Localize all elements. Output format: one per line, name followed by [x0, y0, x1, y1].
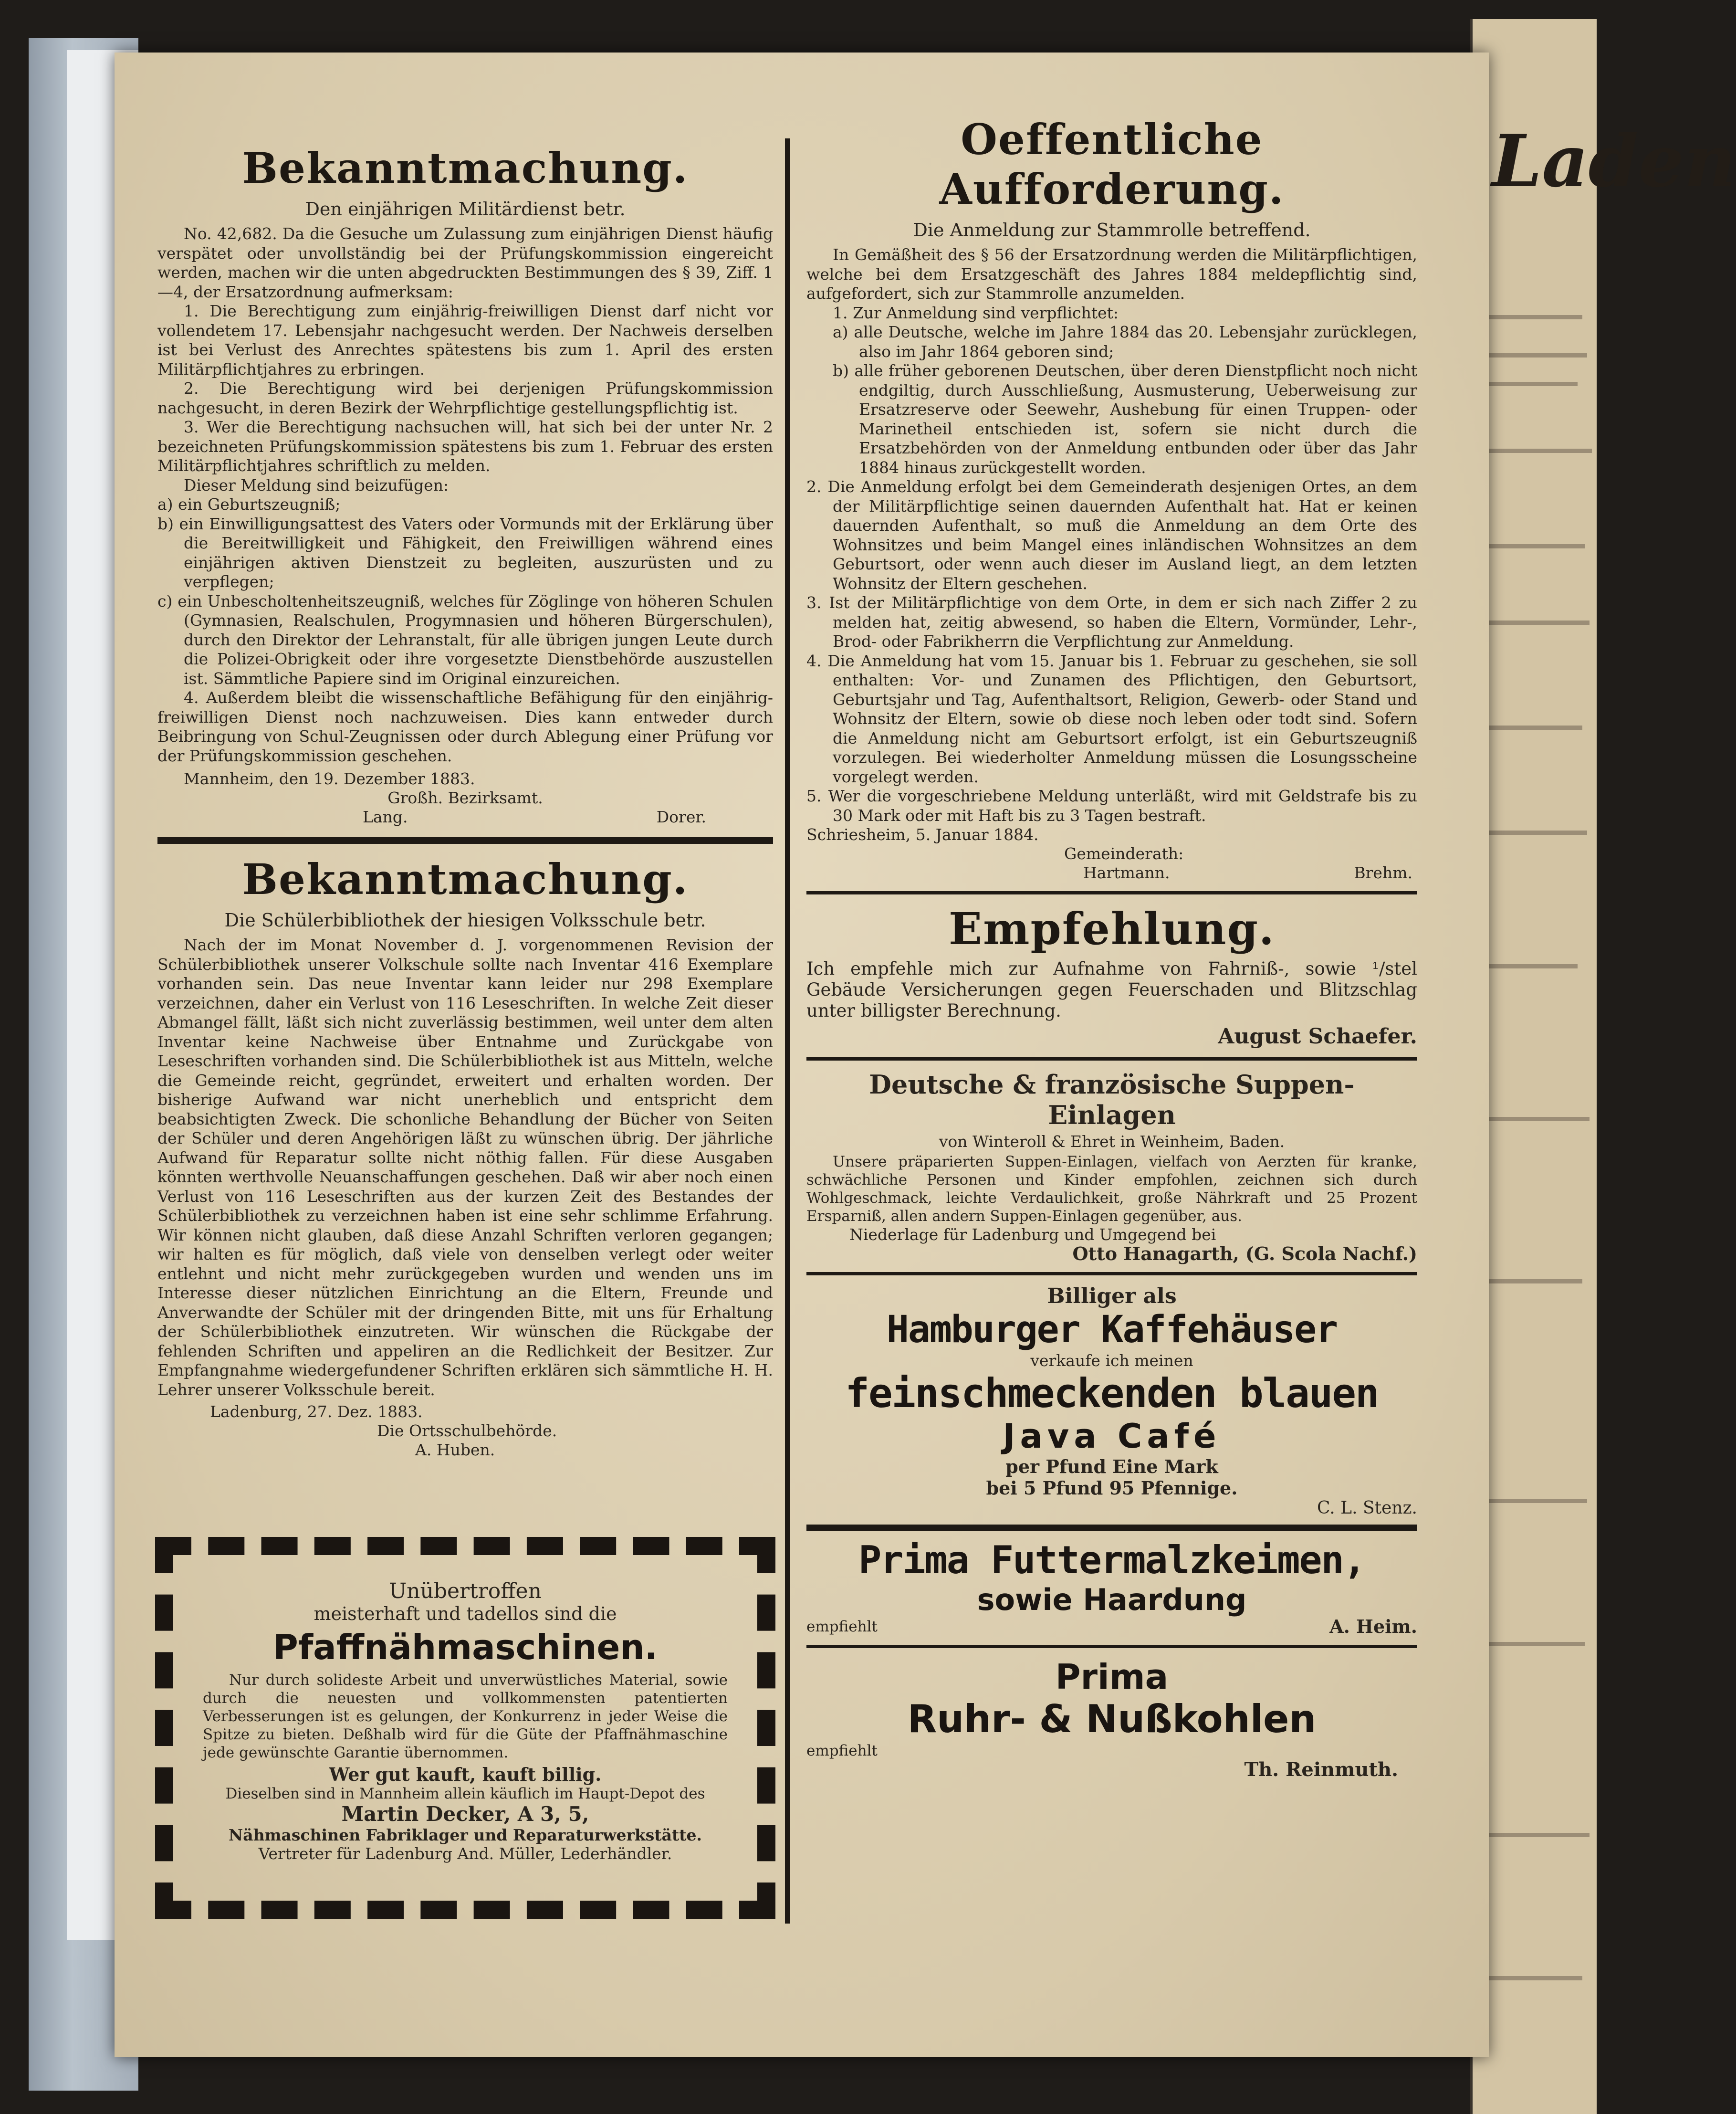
ad-futtermalz	[806, 1538, 1417, 1636]
notice-signatures	[806, 863, 1417, 883]
notice-paragraph: Dieser Meldung sind beizufügen:	[184, 475, 449, 494]
section-divider	[806, 1057, 1417, 1061]
notice-list-item: c) ein Unbescholtenheitszeugniß, welches für Zöglinge von höheren Schulen (Gymnasien, Realschulen, Progymnasien und höheren Bürgerschulen), durch den Direktor der Lehranstalt, für alle übrigen jungen Leute durch die Polizei-Obrigkeit oder ihre vorgesetzte Dienstbehörde auszustellen ist. Sämmtliche Papiere sind im Original einzureichen.	[157, 591, 773, 688]
section-divider	[806, 1525, 1417, 1531]
notice-authority: Die Ortsschulbehörde.	[377, 1421, 557, 1440]
section-divider	[806, 891, 1417, 894]
ad-representative: Vertreter für Ladenburg And. Müller, Lederhändler.	[258, 1844, 672, 1863]
notice-paragraph: 5. Wer die vorgeschriebene Meldung unterläßt, wird mit Geldstrafe bis zu 30 Mark oder mit Haft bis zu 3 Tagen bestraft.	[806, 787, 1417, 825]
notice-authority: Großh. Bezirksamt.	[387, 789, 543, 807]
ad-depot: Niederlage für Ladenburg und Umgegend bei	[849, 1225, 1216, 1244]
ad-signer: C. L. Stenz.	[1317, 1498, 1417, 1518]
ad-body: Nur durch solideste Arbeit und unverwüstliches Material, sowie durch die neuesten und vollkommensten patentierten Verbesserungen ist es gelungen, der Konkurrenz in jeder Weise die Spitze zu bieten. Deßhalb wird für die Güte der Pfaffnähmaschine jede gewünschte Garantie übernommen.	[203, 1672, 728, 1761]
notice-paragraph: In Gemäßheit des § 56 der Ersatzordnung werden die Militärpflichtigen, welche bei dem Ersatzgeschäft des Jahres 1884 meldepflichtig sind, aufgefordert, sich zur Stammrolle anzumelden.	[806, 245, 1417, 303]
ad-dealer-sub: Nähmaschinen Fabriklager und Reparaturwerkstätte.	[229, 1826, 702, 1844]
ad-pfaff-sewing-machines	[155, 1537, 775, 1919]
ad-price: per Pfund Eine Mark	[1005, 1456, 1218, 1477]
notice-place-date: Schriesheim, 5. Januar 1884.	[806, 825, 1039, 844]
notice-paragraph: 1. Zur Anmeldung sind verpflichtet:	[833, 303, 1119, 322]
notice-signatures	[157, 808, 773, 827]
notice-title: Bekanntmachung.	[242, 854, 689, 904]
notice-paragraph: 2. Die Berechtigung wird bei derjenigen Prüfungskommission nachgesucht, in deren Bezirk der Wehrpflichtige gestellungspflichtig ist.	[157, 379, 773, 417]
ad-pre: empfiehlt	[806, 1742, 878, 1759]
ad-slogan: Wer gut kauft, kauft billig.	[329, 1764, 602, 1785]
ad-body: Unsere präparierten Suppen-Einlagen, vielfach von Aerzten für kranke, schwächliche Personen und Kinder empfohlen, zeichnen sich durch Wohlgeschmack, leichte Verdaulichkeit, große Nährkraft und 25 Prozent Ersparniß, allen andern Suppen-Einlagen gegenüber, aus.	[806, 1153, 1417, 1225]
notice-paragraph: 3. Ist der Militärpflichtige von dem Orte, in dem er sich nach Ziffer 2 zu melden hat, zeitig abwesend, so haben die Eltern, Vormünder, Lehr-, Brod- oder Fabrikherrn die Verpflichtung zur Anmeldung.	[806, 593, 1417, 651]
section-divider	[806, 1272, 1417, 1275]
ad-headline: Prima	[1055, 1657, 1169, 1697]
ad-signer: August Schaefer.	[1218, 1024, 1417, 1049]
notice-paragraph: 4. Die Anmeldung hat vom 15. Januar bis 1. Februar zu geschehen, sie soll enthalten: Vor- und Zunamen des Pflichtigen, den Geburtsort, Geburtsjahr und Tag, Aufenthaltsort, Religion, Gewerb- oder Stand und Wohnsitz der Eltern, sowie ob diese noch leben oder todt sind. Sofern die Anmeldung nicht am Geburtsort erfolgt, ist ein Geburtszeugniß vorzulegen. Bei wiederholter Anmeldung müssen die Losungsscheine vorgelegt werden.	[806, 651, 1417, 786]
ad-product: Java Café	[1003, 1417, 1221, 1456]
notice-school-library	[157, 854, 773, 1460]
section-divider	[806, 1645, 1417, 1648]
notice-paragraph: 2. Die Anmeldung erfolgt bei dem Gemeinderath desjenigen Ortes, an dem der Militärpflichtige seinen dauernden Aufenthalt hat. Hat er keinen dauernden Aufenthalt, so muß die Anmeldung an dem Orte des Wohnsitzes und beim Mangel eines inländischen Wohnsitzes an dem Geburtsort, oder wenn auch dieser im Ausland liegt, an dem letzten Wohnsitz der Eltern geschehen.	[806, 477, 1417, 593]
ad-signer: A. Heim.	[1329, 1616, 1417, 1637]
ad-line: Unübertroffen	[389, 1579, 542, 1603]
section-divider	[157, 837, 773, 844]
notice-paragraph: No. 42,682. Da die Gesuche um Zulassung zum einjährigen Dienst häufig verspätet oder unvollständig bei der Prüfungskommission eingereicht werden, machen wir die unten abgedruckten Bestimmungen des § 39, Ziff. 1—4, der Ersatzordnung aufmerksam:	[157, 224, 773, 301]
right-column	[806, 115, 1417, 1779]
ad-headline: sowie Haardung	[977, 1582, 1247, 1617]
notice-title: Bekanntmachung.	[242, 143, 689, 193]
ad-headline: Ruhr- & Nußkohlen	[907, 1697, 1317, 1741]
ad-suppen-einlagen	[806, 1069, 1417, 1263]
next-page-title: Laden	[1492, 119, 1736, 203]
notice-paragraph: 4. Außerdem bleibt die wissenschaftliche Befähigung für den einjährig-freiwilligen Dienst noch nachzuweisen. Dies kann entweder durch Beibringung von Schul-Zeugnissen oder durch Ablegung einer Prüfung vor der Prüfungskommission geschehen.	[157, 688, 773, 765]
ad-empfehlung	[806, 903, 1417, 1049]
notice-paragraph: Nach der im Monat November d. J. vorgenommenen Revision der Schülerbibliothek unserer Volkschule sollte nach Inventar 416 Exemplare vorhanden sein. Das neue Inventar kann leider nur 298 Exemplare verzeichnen, daher ein Verlust von 116 Leseschriften. In welche Zeit dieser Abmangel fällt, läßt sich nicht zuverlässig bestimmen, weil unter dem alten Inventar keine Nachweise über Entnahme und Zurückgabe von Leseschriften vorhanden sind. Die Schülerbibliothek ist aus Mitteln, welche die Gemeinde reicht, gegründet, erweitert und erhalten worden. Der bisherige Aufwand war nicht unerheblich und entspricht dem beabsichtigten Zweck. Die schonliche Behandlung der Bücher von Seiten der Schüler und deren Angehörigen läßt zu wünschen übrig. Der jährliche Aufwand für Reparatur sollte nicht nöthig fallen. Für diese Ausgaben könnten werthvolle Neuanschaffungen geschehen. Daß wir aber noch einen Verlust von 116 Leseschriften aus der kurzen Zeit des Bestandes der Schülerbibliothek zu verzeichnen haben ist eine sehr schlimme Erfahrung. Wir können nicht glauben, daß diese Anzahl Schriften verloren gegangen; wir halten es für möglich, daß viele von denselben verlegt oder weiter entlehnt und nicht mehr zurückgegeben wurden und wenden uns im Interesse dieser nützlichen Einrichtung an die Eltern, Freunde und Anverwandte der Schüler mit der dringenden Bitte, mit uns für Erhaltung der Schülerbibliothek einzutreten. Wir wünschen die Rückgabe der fehlenden Schriften und appeliren an die Redlichkeit der Besitzer. Zur Empfangnahme wiedergefundener Schriften erklären sich sämmtliche H. H. Lehrer unserer Volksschule bereit.	[157, 936, 773, 1399]
ad-title: Deutsche & französische Suppen-Einlagen	[869, 1069, 1355, 1130]
ad-pre: empfiehlt	[806, 1618, 878, 1635]
signer-left: Lang.	[363, 808, 408, 826]
signer-right: Brehm.	[1354, 863, 1412, 882]
ad-dealer: Martin Decker, A 3, 5,	[341, 1802, 589, 1826]
notice-list-item: a) ein Geburtszeugniß;	[157, 495, 341, 514]
ad-headline: feinschmeckenden blauen	[845, 1370, 1379, 1417]
column-rule	[785, 138, 790, 1924]
notice-authority: Gemeinderath:	[1064, 844, 1184, 863]
notice-signer: A. Huben.	[415, 1441, 495, 1459]
ad-line: verkaufe ich meinen	[1030, 1351, 1193, 1370]
ad-price: bei 5 Pfund 95 Pfennige.	[986, 1477, 1238, 1499]
ad-footer	[806, 1617, 1417, 1636]
notice-paragraph: 3. Wer die Berechtigung nachsuchen will, hat sich bei der unter Nr. 2 bezeichneten Prüfungskommission spätestens bis zum 1. Februar des ersten Militärpflichtjahres schriftlich zu melden.	[157, 418, 773, 475]
notice-public-call	[806, 115, 1417, 883]
ad-title: Empfehlung.	[949, 903, 1275, 955]
ad-body: Ich empfehle mich zur Aufnahme von Fahrniß-, sowie ¹/stel Gebäude Versicherungen gegen Feuerschaden und Blitzschlag unter billigster Berechnung.	[806, 958, 1417, 1021]
ad-java-cafe	[806, 1284, 1417, 1518]
ad-headline: Hamburger Kaffehäuser	[886, 1308, 1338, 1351]
ad-line: Dieselben sind in Mannheim allein käuflich im Haupt-Depot des	[225, 1785, 705, 1802]
signer-right: Dorer.	[656, 808, 706, 826]
notice-subtitle: Die Schülerbibliothek der hiesigen Volksschule betr.	[224, 910, 706, 931]
signer-left: Hartmann.	[1083, 863, 1170, 882]
ad-line: Billiger als	[1047, 1284, 1177, 1308]
ad-kohlen	[806, 1657, 1417, 1779]
notice-place-date: Mannheim, den 19. Dezember 1883.	[184, 769, 475, 788]
ad-title: Pfaffnähmaschinen.	[273, 1627, 658, 1667]
notice-list-item: a) alle Deutsche, welche im Jahre 1884 das 20. Lebensjahr zurücklegen, also im Jahr 1864 geboren sind;	[833, 323, 1417, 361]
ad-dealer: Otto Hanagarth, (G. Scola Nachf.)	[1072, 1243, 1417, 1264]
notice-list-item: b) alle früher geborenen Deutschen, über deren Dienstpflicht noch nicht endgiltig, durch Ausschließung, Ausmusterung, Ueberweisung zur Ersatzreserve oder Seewehr, Aushebung für einen Truppen- oder Marinetheil entschieden ist, sofern sie nicht durch die Ersatzbehörden von der Anmeldung entbunden oder über das Jahr 1884 hinaus zurückgestellt worden.	[833, 361, 1417, 477]
ad-maker: von Winteroll & Ehret in Weinheim, Baden.	[939, 1132, 1285, 1151]
notice-list-item: b) ein Einwilligungsattest des Vaters oder Vormunds mit der Erklärung über die Bereitwilligkeit und Fähigkeit, den Freiwilligen während eines einjährigen aktiven Dienstzeit zu begleiten, auszurüsten und zu verpflegen;	[157, 514, 773, 591]
notice-paragraph: 1. Die Berechtigung zum einjährig-freiwilligen Dienst darf nicht vor vollendetem 17. Lebensjahr nachgesucht werden. Der Nachweis derselben ist bei Verlust des Anrechtes spätestens bis zum 1. April des ersten Militärpflichtjahres zu erbringen.	[157, 302, 773, 379]
notice-title: Oeffentliche Aufforderung.	[939, 115, 1285, 214]
ad-line: meisterhaft und tadellos sind die	[314, 1603, 617, 1624]
notice-military-service	[157, 143, 773, 827]
notice-subtitle: Die Anmeldung zur Stammrolle betreffend.	[913, 220, 1311, 241]
ad-signer: Th. Reinmuth.	[1244, 1758, 1398, 1781]
left-column	[157, 143, 773, 1460]
ad-headline: Prima Futtermalzkeimen,	[858, 1538, 1365, 1582]
notice-place-date: Ladenburg, 27. Dez. 1883.	[210, 1402, 423, 1421]
notice-subtitle: Den einjährigen Militärdienst betr.	[305, 199, 626, 220]
